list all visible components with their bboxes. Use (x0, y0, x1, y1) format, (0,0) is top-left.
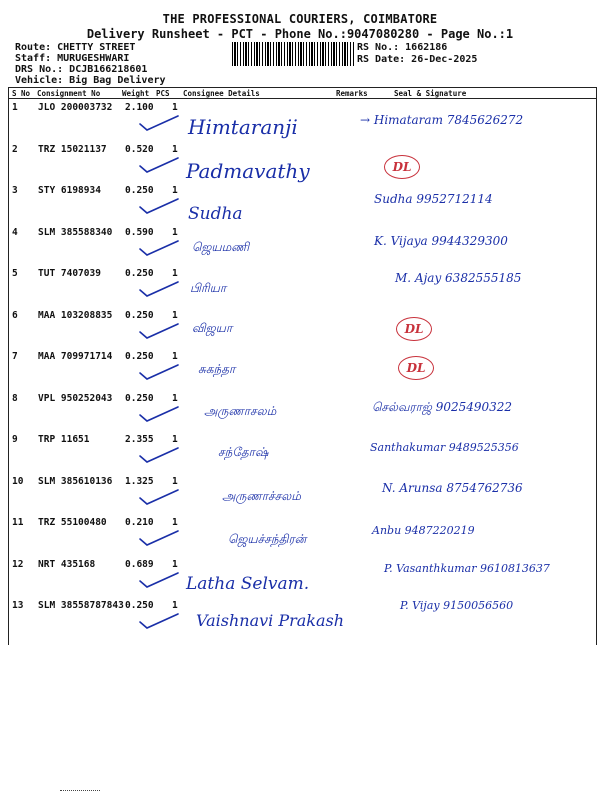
row-sno: 7 (12, 351, 18, 362)
rs-number: RS No.: 1662186 (357, 42, 448, 53)
row-consignment-no: VPL 950252043 (38, 392, 113, 404)
row-consignment-no: JLO 200003732 (38, 102, 113, 113)
delivered-tick-mark (138, 155, 182, 175)
signature-handwriting: P. Vasanthkumar 9610813637 (384, 561, 550, 575)
row-pcs: 1 (172, 434, 178, 445)
row-sno: 10 (12, 475, 24, 487)
consignee-handwriting: பிரியா (190, 281, 227, 295)
row-sno: 3 (12, 185, 18, 196)
row-pcs: 1 (172, 102, 178, 113)
signature-handwriting: Sudha 9952712114 (374, 192, 493, 206)
consignee-handwriting: Himtaranji (188, 115, 298, 139)
signature-handwriting: P. Vijay 9150056560 (400, 599, 514, 612)
delivered-tick-mark (138, 196, 182, 216)
row-pcs: 1 (172, 558, 178, 570)
drs-label: DRS No.: DCJB166218601 (15, 64, 148, 75)
consignee-handwriting: அருணாசலம் (204, 403, 277, 418)
row-sno: 12 (12, 558, 24, 570)
row-pcs: 1 (172, 600, 178, 611)
consignee-handwriting: Sudha (188, 204, 243, 224)
staff-label: Staff: MURUGESHWARI (15, 53, 130, 64)
signature-handwriting: K. Vijaya 9944329300 (374, 233, 508, 248)
delivered-tick-mark (138, 487, 182, 507)
row-pcs: 1 (172, 268, 178, 279)
row-sno: 9 (12, 434, 18, 445)
row-pcs: 1 (172, 475, 178, 487)
col-header-weight: Weight (122, 89, 150, 98)
row-weight: 2.100 (125, 102, 154, 113)
col-header-pcs: PCS (156, 89, 170, 98)
consignee-handwriting: Vaishnavi Prakash (196, 611, 345, 630)
col-header-consignment: Consignment No (37, 89, 101, 98)
delivered-tick-mark (138, 528, 182, 548)
table-header-border (8, 98, 596, 99)
rs-date: RS Date: 26-Dec-2025 (357, 54, 478, 65)
delivered-stamp: DL (398, 356, 434, 380)
footer-mark (60, 790, 100, 795)
table-top-border (8, 87, 596, 88)
table-left-border (8, 87, 9, 645)
delivered-tick-mark (138, 321, 182, 341)
signature-handwriting: M. Ajay 6382555185 (395, 271, 522, 285)
consignee-handwriting: அருணாச்சலம் (222, 488, 301, 503)
delivered-tick-mark (138, 611, 182, 631)
delivered-tick-mark (138, 279, 182, 299)
consignee-handwriting: Latha Selvam. (186, 573, 310, 594)
delivered-tick-mark (138, 113, 182, 133)
row-weight: 1.325 (125, 475, 154, 487)
route-label: Route: CHETTY STREET (15, 42, 136, 53)
signature-handwriting: செல்வராஜ் 9025490322 (372, 399, 513, 414)
table-right-border (596, 87, 597, 645)
row-pcs: 1 (172, 517, 178, 528)
consignee-handwriting: Padmavathy (186, 158, 310, 183)
row-weight: 0.250 (125, 351, 154, 362)
row-consignment-no: TRP 11651 (38, 434, 90, 445)
delivered-tick-mark (138, 445, 182, 465)
delivered-tick-mark (138, 404, 182, 424)
row-consignment-no: TUT 7407039 (38, 268, 101, 279)
row-pcs: 1 (172, 185, 178, 196)
row-weight: 0.250 (125, 185, 154, 196)
row-weight: 0.250 (125, 600, 154, 611)
row-sno: 2 (12, 143, 18, 155)
row-consignment-no: SLM 385588340 (38, 226, 113, 238)
row-pcs: 1 (172, 309, 178, 321)
col-header-remarks: Remarks (336, 89, 368, 98)
row-consignment-no: SLM 385610136 (38, 475, 113, 487)
row-pcs: 1 (172, 143, 178, 155)
delivered-stamp: DL (396, 317, 432, 341)
row-consignment-no: STY 6198934 (38, 185, 101, 196)
col-header-sno: S No (12, 89, 31, 98)
row-weight: 0.210 (125, 517, 154, 528)
row-weight: 0.590 (125, 226, 154, 238)
row-sno: 5 (12, 268, 18, 279)
row-consignment-no: MAA 103208835 (38, 309, 113, 321)
delivered-stamp: DL (384, 155, 420, 179)
signature-handwriting: Anbu 9487220219 (372, 524, 475, 537)
col-header-seal: Seal & Signature (394, 89, 467, 98)
signature-handwriting: Santhakumar 9489525356 (370, 441, 519, 454)
row-sno: 13 (12, 600, 24, 611)
barcode (232, 42, 354, 66)
consignee-handwriting: விஜயா (192, 320, 233, 335)
row-sno: 6 (12, 309, 18, 321)
row-sno: 11 (12, 517, 24, 528)
consignee-handwriting: சந்தோஷ் (218, 445, 269, 459)
row-weight: 2.355 (125, 434, 154, 445)
signature-handwriting: N. Arunsa 8754762736 (382, 480, 523, 495)
row-consignment-no: TRZ 55100480 (38, 517, 107, 528)
vehicle-label: Vehicle: Big Bag Delivery (15, 75, 166, 86)
row-consignment-no: MAA 709971714 (38, 351, 113, 362)
row-sno: 1 (12, 102, 18, 113)
row-weight: 0.689 (125, 558, 154, 570)
row-pcs: 1 (172, 392, 178, 404)
row-weight: 0.520 (125, 143, 154, 155)
consignee-handwriting: சுகந்தா (198, 362, 236, 376)
row-sno: 4 (12, 226, 18, 238)
col-header-consignee: Consignee Details (183, 89, 260, 98)
delivered-tick-mark (138, 362, 182, 382)
row-pcs: 1 (172, 351, 178, 362)
consignee-handwriting: ஜெயமணி (192, 239, 250, 254)
company-title: THE PROFESSIONAL COURIERS, COIMBATORE (162, 12, 438, 26)
row-pcs: 1 (172, 226, 178, 238)
delivered-tick-mark (138, 238, 182, 258)
consignee-handwriting: ஜெயச்சந்திரன் (228, 532, 307, 546)
row-consignment-no: NRT 435168 (38, 558, 96, 570)
row-weight: 0.250 (125, 309, 154, 321)
signature-handwriting: → Himataram 7845626272 (360, 113, 524, 127)
row-consignment-no: TRZ 15021137 (38, 143, 107, 155)
delivered-tick-mark (138, 570, 182, 590)
row-sno: 8 (12, 392, 18, 404)
row-weight: 0.250 (125, 392, 154, 404)
row-weight: 0.250 (125, 268, 154, 279)
runsheet-subtitle: Delivery Runsheet - PCT - Phone No.:9047080280 - Page No.:1 (86, 27, 514, 41)
row-consignment-no: SLM 38558787843 (38, 600, 124, 611)
